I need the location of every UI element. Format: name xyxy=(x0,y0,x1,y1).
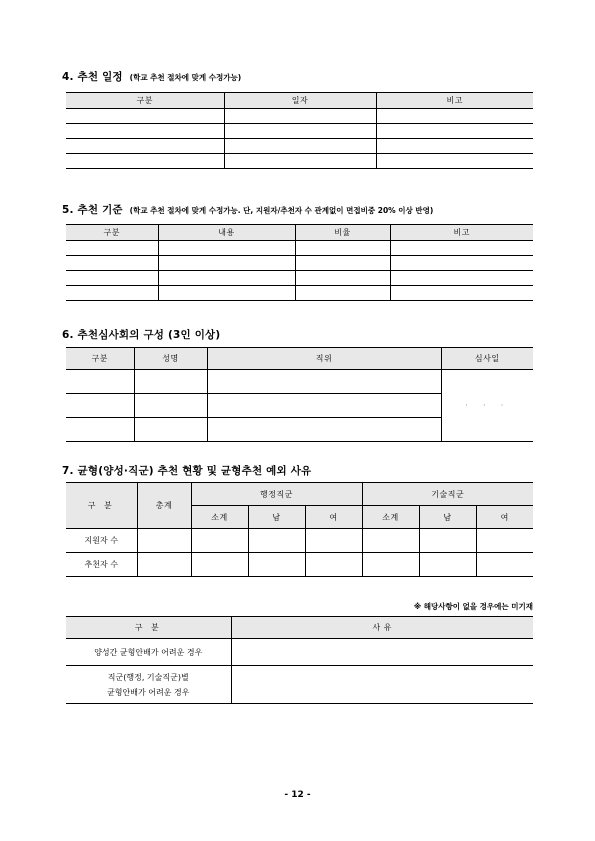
col-header-category: 구 분 xyxy=(66,617,231,639)
col-header-category: 구분 xyxy=(66,93,224,109)
table-row xyxy=(66,271,533,286)
schedule-table xyxy=(66,92,533,169)
table-row xyxy=(66,109,533,124)
col-header-category: 구분 xyxy=(66,348,134,370)
section-7-heading xyxy=(62,463,311,478)
col-header-remarks: 비고 xyxy=(390,225,533,241)
col-header-admin-subtotal: 소계 xyxy=(191,506,248,529)
col-header-date: 일자 xyxy=(224,93,376,109)
table-row xyxy=(66,529,533,553)
table-row xyxy=(66,286,533,301)
row-label-job-balance-line2: 균형안배가 어려운 경우 xyxy=(107,687,190,697)
col-header-position: 직위 xyxy=(207,348,441,370)
section-4-title: 4. 추천 일정 xyxy=(62,71,123,83)
table-row xyxy=(66,154,533,169)
col-header-total: 총계 xyxy=(137,483,191,529)
table-row xyxy=(66,124,533,139)
table-row xyxy=(66,241,533,256)
col-header-tech-female: 여 xyxy=(476,506,533,529)
col-header-tech-group: 기술직군 xyxy=(362,483,533,506)
row-label-recommended: 추천자 수 xyxy=(66,553,137,577)
col-header-admin-female: 여 xyxy=(305,506,362,529)
col-header-admin-group: 행정직군 xyxy=(191,483,362,506)
review-date-cell xyxy=(441,370,533,442)
section-7-title: 7. 균형(양성·직군) 추천 현황 및 균형추천 예외 사유 xyxy=(62,465,312,477)
committee-table xyxy=(66,347,533,442)
criteria-table xyxy=(66,224,533,301)
col-header-tech-subtotal: 소계 xyxy=(362,506,419,529)
date-placeholder: · · · xyxy=(465,400,510,411)
exception-caption: ※ 해당사항이 없을 경우에는 미기재 xyxy=(413,602,533,611)
col-header-content: 내용 xyxy=(158,225,295,241)
table-row xyxy=(66,256,533,271)
col-header-ratio: 비율 xyxy=(295,225,390,241)
table-row xyxy=(66,666,533,704)
page-number: - 12 - xyxy=(284,790,311,800)
section-5-note: (학교 추천 절차에 맞게 수정가능. 단, 지원자/추천자 수 관계없이 면접비중 20% 이상 반영) xyxy=(129,206,434,215)
balance-table xyxy=(66,482,533,577)
row-label-job-balance-line1: 직군(행정, 기술직군)별 xyxy=(107,672,189,682)
table-row xyxy=(66,639,533,666)
col-header-name: 성명 xyxy=(134,348,207,370)
section-5-title: 5. 추천 기준 xyxy=(62,204,123,216)
col-header-reason: 사 유 xyxy=(231,617,533,639)
table-row xyxy=(66,553,533,577)
col-header-remarks: 비고 xyxy=(376,93,533,109)
table-row xyxy=(66,139,533,154)
col-header-review-date: 심사일 xyxy=(441,348,533,370)
table-row xyxy=(66,370,533,394)
section-4-note: (학교 추천 절차에 맞게 수정가능) xyxy=(129,73,242,82)
section-4-heading xyxy=(62,69,241,84)
section-6-title: 6. 추천심사회의 구성 (3인 이상) xyxy=(62,329,221,341)
exception-table xyxy=(66,616,533,704)
section-6-heading xyxy=(62,327,220,342)
row-label-applicants: 지원자 수 xyxy=(66,529,137,553)
section-5-heading xyxy=(62,202,433,217)
col-header-admin-male: 남 xyxy=(248,506,305,529)
col-header-tech-male: 남 xyxy=(419,506,476,529)
col-header-category: 구 분 xyxy=(66,483,137,529)
row-label-gender-balance: 양성간 균형안배가 어려운 경우 xyxy=(66,639,231,666)
col-header-category: 구분 xyxy=(66,225,158,241)
row-label-job-balance xyxy=(66,666,231,704)
